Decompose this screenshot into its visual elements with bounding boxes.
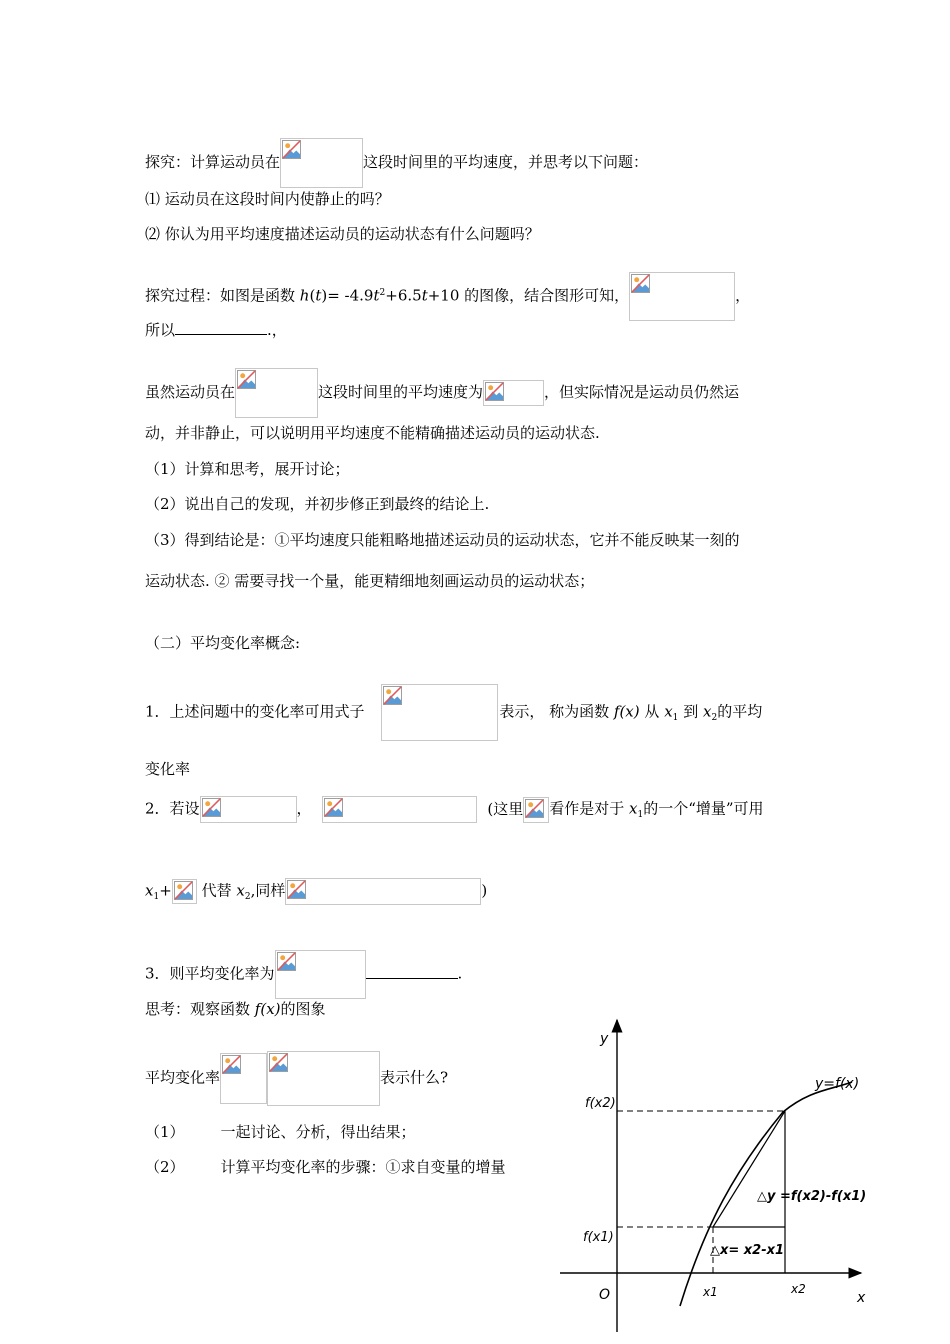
question-1: ⑴ 运动员在这段时间内使静止的吗？ — [145, 190, 390, 208]
text: (这里 — [487, 799, 524, 818]
text: ( — [309, 286, 316, 305]
step-3: （3）得到结论是：①平均速度只能粗略地描述运动员的运动状态，它并不能反映某一刻的 — [145, 531, 740, 549]
x-axis-label: x — [857, 1290, 866, 1306]
text: + — [159, 881, 172, 900]
curve-label: y=f(x) — [815, 1076, 860, 1092]
explore-conclusion-line: 动，并非静止，可以说明用平均速度不能精确描述运动员的运动状态. — [145, 424, 600, 442]
var-x1: x — [145, 881, 154, 900]
concept-2-line — [145, 796, 764, 823]
formula-image — [200, 796, 297, 823]
x1-tick-label: x1 — [703, 1285, 718, 1299]
answer-blank[interactable] — [175, 320, 267, 335]
text: 到 — [683, 702, 699, 721]
var-x: (x) — [619, 702, 640, 721]
text: 表示什么? — [380, 1068, 449, 1087]
var-x1: x — [664, 702, 673, 721]
formula-image — [285, 878, 481, 905]
subscript: 2 — [244, 891, 251, 902]
text: 一起讨论、分析，得出结果； — [220, 1123, 416, 1141]
image-placeholder-icon — [287, 880, 306, 899]
text: ,同样 — [250, 881, 286, 900]
text: 所以 — [145, 321, 176, 339]
explore-line-1 — [145, 138, 648, 188]
discuss-step-2 — [145, 1157, 506, 1177]
text: 1．上述问题中的变化率可用式子 — [145, 702, 365, 721]
step-1: （1）计算和思考，展开讨论； — [145, 460, 350, 478]
secant-line — [713, 1111, 785, 1227]
formula-image — [322, 796, 477, 823]
text: 从 — [644, 702, 660, 721]
delta-y-label: △y =f(x2)-f(x1) — [757, 1189, 867, 1204]
image-placeholder-icon — [324, 798, 343, 817]
text: )= -4.9 — [321, 286, 374, 305]
text: 探究过程：如图是函数 — [145, 286, 296, 305]
formula-image — [483, 380, 544, 406]
step-3-cont: 运动状态. ② 需要寻找一个量，能更精细地刻画运动员的运动状态； — [145, 572, 595, 590]
think-line — [145, 999, 326, 1019]
text: 虽然运动员在 — [145, 383, 236, 401]
formula-image — [267, 1051, 380, 1106]
average-rate-graph — [555, 1010, 875, 1336]
var-t: t — [373, 286, 380, 305]
exponent: 2 — [379, 287, 386, 298]
text: 表示， 称为函数 — [499, 702, 610, 721]
text: ，但实际情况是运动员仍然运 — [544, 383, 740, 401]
fn-f: f — [613, 702, 620, 721]
var-t: t — [421, 286, 428, 305]
subscript: 1 — [153, 891, 160, 902]
formula-image — [275, 950, 366, 999]
text: 探究：计算运动员在 — [145, 153, 281, 171]
image-placeholder-icon — [222, 1055, 241, 1074]
text: 2．若设 — [145, 799, 200, 818]
formula-image — [629, 272, 735, 321]
text: +10 的图像，结合图形可知， — [427, 286, 630, 305]
text: ， — [735, 286, 751, 305]
answer-blank[interactable] — [366, 964, 458, 979]
image-placeholder-icon — [174, 881, 193, 900]
text: 的一个“增量”可用 — [643, 799, 764, 818]
image-placeholder-icon — [525, 799, 544, 818]
text: 的图象 — [280, 1000, 326, 1018]
var-x1: x — [629, 799, 638, 818]
discuss-step-1 — [145, 1122, 416, 1142]
formula-image — [280, 138, 363, 188]
text: 这段时间里的平均速度为 — [318, 383, 484, 401]
fn-h: h — [299, 286, 310, 305]
image-placeholder-icon — [237, 370, 256, 389]
fx1-label: f(x1) — [583, 1230, 614, 1245]
fn-f: f — [254, 1000, 261, 1018]
var-t: t — [315, 286, 322, 305]
concept-2-cont — [145, 878, 487, 905]
var-x2: x — [236, 881, 245, 900]
image-placeholder-icon — [202, 798, 221, 817]
formula-image — [235, 368, 318, 418]
var-x: (x) — [260, 1000, 281, 1018]
text: . — [457, 964, 463, 983]
image-placeholder-icon — [631, 274, 650, 293]
text: 3．则平均变化率为 — [145, 964, 275, 983]
step-number: （2） — [145, 1158, 185, 1176]
formula-image — [172, 879, 197, 904]
text: 看作是对于 — [549, 799, 625, 818]
step-number: （1） — [145, 1123, 185, 1141]
section-heading: （二）平均变化率概念: — [145, 634, 301, 652]
explore-although-line — [145, 368, 739, 418]
formula-image — [220, 1053, 267, 1104]
image-placeholder-icon — [269, 1053, 288, 1072]
text: ， — [296, 799, 312, 818]
text: +6.5 — [385, 286, 422, 305]
text: 计算平均变化率的步骤：①求自变量的增量 — [220, 1158, 506, 1176]
image-placeholder-icon — [282, 140, 301, 159]
subscript: 1 — [637, 809, 644, 820]
step-2: （2）说出自己的发现，并初步修正到最终的结论上. — [145, 495, 490, 513]
image-placeholder-icon — [277, 952, 296, 971]
origin-label: O — [599, 1287, 611, 1303]
text: .， — [267, 321, 287, 339]
explore-so-line — [145, 320, 287, 340]
text: 这段时间里的平均速度，并思考以下问题： — [363, 153, 649, 171]
subscript: 1 — [672, 712, 679, 723]
text: ) — [481, 881, 488, 900]
fx2-label: f(x2) — [585, 1096, 616, 1111]
question-2: ⑵ 你认为用平均速度描述运动员的运动状态有什么问题吗？ — [145, 225, 540, 243]
formula-image — [523, 797, 549, 823]
think-question-line — [145, 1051, 448, 1106]
concept-1-cont: 变化率 — [145, 760, 191, 778]
explore-process-line — [145, 272, 750, 321]
text: 思考：观察函数 — [145, 1000, 251, 1018]
text: 的平均 — [717, 702, 763, 721]
subscript: 2 — [711, 712, 718, 723]
concept-1-line — [145, 684, 762, 741]
concept-3-line — [145, 950, 462, 999]
x2-tick-label: x2 — [791, 1282, 806, 1296]
y-axis-label: y — [600, 1031, 609, 1047]
image-placeholder-icon — [383, 686, 402, 705]
text: 代替 — [201, 881, 232, 900]
delta-x-label: △x= x2-x1 — [710, 1243, 785, 1258]
var-x2: x — [702, 702, 712, 721]
image-placeholder-icon — [485, 382, 504, 401]
text: 平均变化率 — [145, 1068, 221, 1087]
formula-image — [381, 684, 498, 741]
